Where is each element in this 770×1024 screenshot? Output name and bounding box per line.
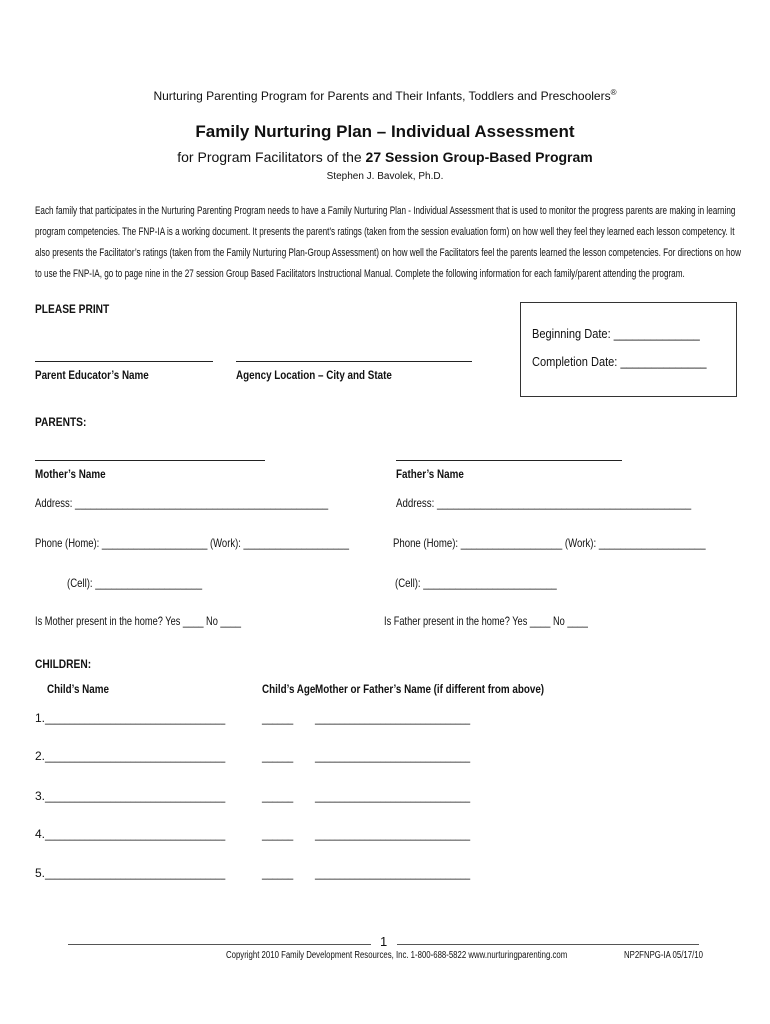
footer-copyright: Copyright 2010 Family Development Resources, Inc. 1-800-688-5822 www.nurturingparenting.com [226, 950, 568, 961]
agency-location-label: Agency Location – City and State [236, 368, 392, 382]
child-parent-field[interactable]: _______________________________ [315, 749, 471, 763]
children-heading: CHILDREN: [35, 657, 92, 671]
parent-educator-label: Parent Educator’s Name [35, 368, 149, 382]
child-name-field[interactable]: ____________________________________ [45, 789, 226, 803]
child-row-number: 5. [35, 866, 46, 880]
father-name-field[interactable] [396, 460, 622, 461]
child-row-number: 4. [35, 827, 46, 841]
program-line-text: Nurturing Parenting Program for Parents and Their Infants, Toddlers and Preschoolers [153, 89, 611, 103]
page-number: 1 [380, 934, 388, 949]
child-age-field[interactable]: ______ [262, 711, 294, 725]
child-age-field[interactable]: ______ [262, 827, 294, 841]
mother-cell-field[interactable]: (Cell): ____________________ [67, 576, 203, 590]
document-subtitle [0, 149, 770, 165]
parent-educator-name-field[interactable] [35, 361, 213, 362]
mother-address-field[interactable]: Address: ________________________________________________ [35, 496, 329, 510]
intro-paragraph [35, 201, 741, 285]
footer-rule-right [397, 944, 699, 945]
child-row-number: 1. [35, 711, 46, 725]
mother-name-field[interactable] [35, 460, 265, 461]
completion-date-field[interactable]: Completion Date: ______________ [532, 354, 707, 369]
child-row-number: 2. [35, 749, 46, 763]
beginning-date-field[interactable]: Beginning Date: ______________ [532, 326, 700, 341]
child-name-field[interactable]: ____________________________________ [45, 749, 226, 763]
child-age-field[interactable]: ______ [262, 789, 294, 803]
agency-location-field[interactable] [236, 361, 472, 362]
child-name-field[interactable]: ____________________________________ [45, 866, 226, 880]
child-parent-field[interactable]: _______________________________ [315, 711, 471, 725]
child-parent-field[interactable]: _______________________________ [315, 827, 471, 841]
parents-heading: PARENTS: [35, 415, 87, 429]
child-name-header: Child’s Name [47, 682, 109, 696]
child-name-field[interactable]: ____________________________________ [45, 711, 226, 725]
father-present-field[interactable]: Is Father present in the home? Yes ____ No ____ [384, 614, 588, 628]
child-name-field[interactable]: ____________________________________ [45, 827, 226, 841]
child-row-number: 3. [35, 789, 46, 803]
mother-present-field[interactable]: Is Mother present in the home? Yes ____ No ____ [35, 614, 241, 628]
intro-line: program competencies. The FNP-IA is a working document. It presents the parent’s ratings (taken from the session evaluation form) on how well they feel they learned each lesson competency. It [35, 226, 735, 238]
child-age-header: Child’s Age [262, 682, 316, 696]
child-age-field[interactable]: ______ [262, 749, 294, 763]
mother-phone-field[interactable]: Phone (Home): ____________________ (Work): ____________________ [35, 536, 349, 550]
author: Stephen J. Bavolek, Ph.D. [326, 171, 444, 182]
footer-rule-left [68, 944, 371, 945]
subtitle-program: 27 Session Group-Based Program [365, 149, 593, 165]
intro-line: to use the FNP-IA, go to page nine in the 27 session Group Based Facilitators Instructional Manual. Complete the following information for each family/parent attending the program. [35, 268, 685, 280]
subtitle-prefix: for Program Facilitators of the [177, 149, 366, 165]
father-address-field[interactable]: Address: _______________________________________________ [396, 496, 692, 510]
father-name-label: Father’s Name [396, 467, 464, 481]
please-print-label: PLEASE PRINT [35, 302, 110, 316]
program-dates-box [520, 302, 737, 397]
child-age-field[interactable]: ______ [262, 866, 294, 880]
registered-mark: ® [610, 88, 617, 97]
mother-name-label: Mother’s Name [35, 467, 106, 481]
intro-line: Each family that participates in the Nurturing Parenting Program needs to have a Family Nurturing Plan - Individual Assessment that is used to monitor the progress parents are making in learning [35, 205, 736, 217]
father-cell-field[interactable]: (Cell): _________________________ [395, 576, 557, 590]
child-parent-field[interactable]: _______________________________ [315, 866, 471, 880]
program-line [0, 88, 770, 103]
intro-line: also presents the Facilitator’s ratings (taken from the Family Nurturing Plan-Group Assessment) on how well the Facilitators feel the parents learned the lesson competencies. For directions on how [35, 247, 741, 259]
father-phone-field[interactable]: Phone (Home): ___________________ (Work): ____________________ [393, 536, 706, 550]
parent-name-header: Mother or Father’s Name (if different from above) [315, 682, 545, 696]
document-title: Family Nurturing Plan – Individual Assessment [195, 122, 575, 141]
footer-doc-code: NP2FNPG-IA 05/17/10 [624, 950, 703, 961]
child-parent-field[interactable]: _______________________________ [315, 789, 471, 803]
